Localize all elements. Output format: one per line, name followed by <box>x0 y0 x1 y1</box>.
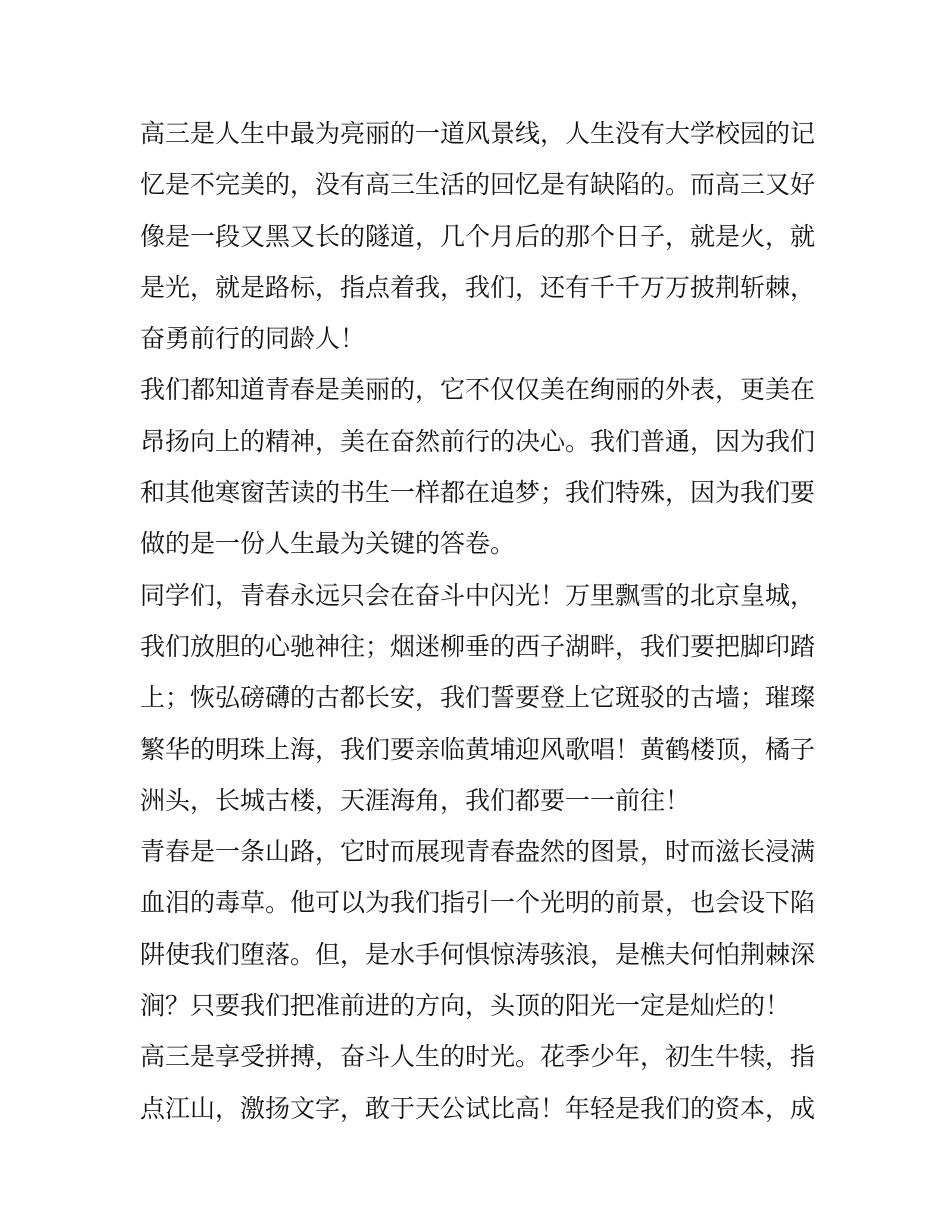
text-line: 忆是不完美的，没有高三生活的回忆是有缺陷的。而高三又好 <box>140 170 816 200</box>
text-line: 涧？只要我们把准前进的方向，头顶的阳光一定是灿烂的！ <box>140 991 791 1021</box>
text-line: 阱使我们堕落。但，是水手何惧惊涛骇浪，是樵夫何怕荆棘深 <box>140 939 816 969</box>
text-line: 高三是享受拼搏，奋斗人生的时光。花季少年，初生牛犊，指 <box>140 1042 816 1072</box>
text-line: 我们放胆的心驰神往；烟迷柳垂的西子湖畔，我们要把脚印踏 <box>140 631 816 661</box>
text-line: 昂扬向上的精神，美在奋然前行的决心。我们普通，因为我们 <box>140 426 816 456</box>
text-line: 同学们，青春永远只会在奋斗中闪光！万里飘雪的北京皇城， <box>140 580 816 610</box>
text-line: 我们都知道青春是美丽的，它不仅仅美在绚丽的外表，更美在 <box>140 375 816 405</box>
text-line: 洲头，长城古楼，天涯海角，我们都要一一前往！ <box>140 785 691 815</box>
text-line: 是光，就是路标，指点着我，我们，还有千千万万披荆斩棘， <box>140 272 816 302</box>
text-line: 青春是一条山路，它时而展现青春盎然的图景，时而滋长浸满 <box>140 837 816 867</box>
text-line: 像是一段又黑又长的隧道，几个月后的那个日子，就是火，就 <box>140 221 816 251</box>
text-line: 繁华的明珠上海，我们要亲临黄埔迎风歌唱！黄鹤楼顶，橘子 <box>140 734 816 764</box>
text-line: 和其他寒窗苦读的书生一样都在追梦；我们特殊，因为我们要 <box>140 478 816 508</box>
text-line: 点江山，激扬文字，敢于天公试比高！年轻是我们的资本，成 <box>140 1093 816 1123</box>
text-line: 做的是一份人生最为关键的答卷。 <box>140 529 516 559</box>
text-line: 上；恢弘磅礴的古都长安，我们誓要登上它斑驳的古墙；璀璨 <box>140 683 816 713</box>
text-line: 血泪的毒草。他可以为我们指引一个光明的前景，也会设下陷 <box>140 888 816 918</box>
text-line: 高三是人生中最为亮丽的一道风景线，人生没有大学校园的记 <box>140 119 816 148</box>
body-text <box>140 108 820 1134</box>
text-line: 奋勇前行的同龄人！ <box>140 324 366 354</box>
